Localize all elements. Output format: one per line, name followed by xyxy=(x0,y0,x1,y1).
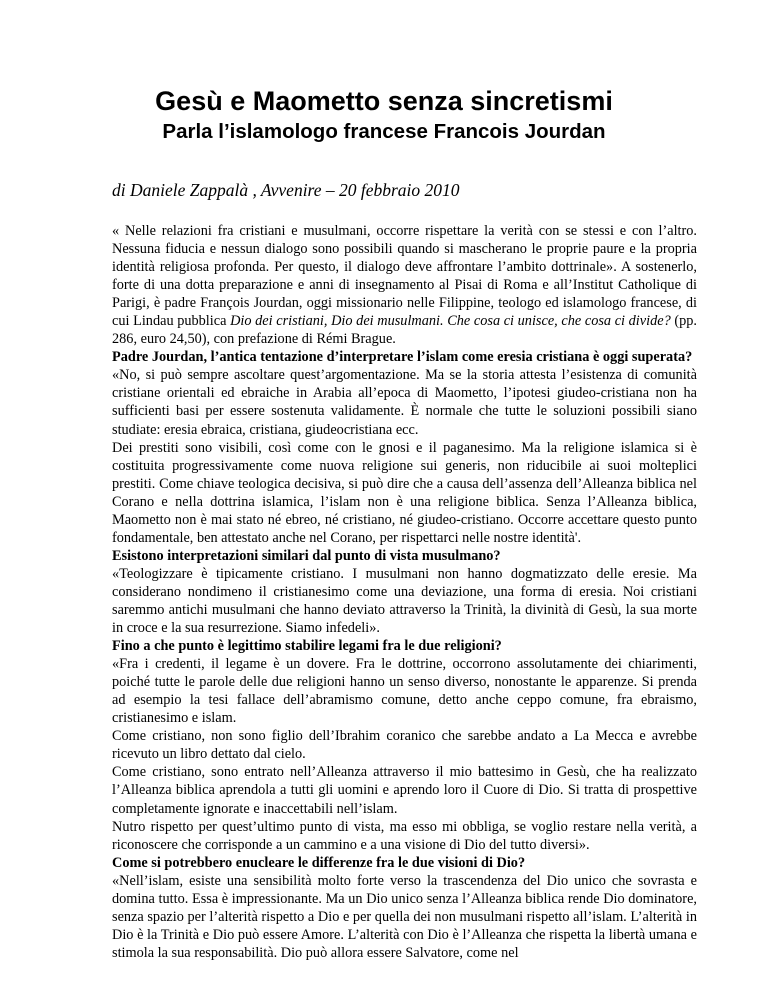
article-body xyxy=(112,222,697,962)
article-title: Gesù e Maometto senza sincretismi xyxy=(155,86,613,116)
interview-answer: «Nell’islam, esiste una sensibilità molto forte verso la trascendenza del Dio unico che sovrasta e domina tutto. Essa è impressionante. Ma un Dio unico senza l’Alleanza biblica rende Dio dominatore, senza spazio per l’alterità rispetto a Dio e per quella dei non musulmani rispetto all’islam. L’alterità in Dio è la Trinità e Dio può essere Amore. L’alterità con Dio è l’Alleanza che rispetta la libertà umana e stimola la sua responsabilità. Dio può allora essere Salvatore, come nel xyxy=(112,872,697,961)
intro-text: « Nelle relazioni fra cristiani e musulmani, occorre rispettare la verità con se stessi e con l’altro. Nessuna fiducia e nessun dialogo sono possibili quando si mascherano le proprie paure e la propria identità religiosa profonda. Per questo, il dialogo deve affrontare l’ambito dottrinale». A sostenerlo, forte di una dotta preparazione e anni di insegnamento al Pisai di Roma e all’Institut Catholique di Parigi, è padre François Jourdan, oggi missionario nelle Filippine, teologo ed islamologo francese, di cui Lindau pubblica xyxy=(112,223,697,330)
interview-question: Fino a che punto è legittimo stabilire legami fra le due religioni? xyxy=(112,638,502,655)
interview-answer: «No, si può sempre ascoltare quest’argomentazione. Ma se la storia attesta l’esistenza di comunità cristiane orientali ed ebraiche in Arabia all’epoca di Maometto, l’ipotesi giudeo-cristiana non ha sufficienti basi per essere sostenuta validamente. È normale che tutte le soluzioni possibili siano studiate: eresia ebraica, cristiana, giudeocristiana ecc. xyxy=(112,367,697,438)
interview-answer: Dei prestiti sono visibili, così come con le gnosi e il paganesimo. Ma la religione islamica si è costituita progressivamente come nuova religione sui generis, non riducibile ai suoi molteplici prestiti. Come chiave teologica decisiva, si può dire che a causa dell’assenza dell’Alleanza biblica nel Corano e nella dottrina islamica, l’islam non è una religione biblica. Senza l’Alleanza biblica, Maometto non è mai stato né ebreo, né cristiano, né giudeo-cristiano. Occorre accettare questo punto fondamentale, ben attestato anche nel Corano, per rispettarci nelle nostre identità'. xyxy=(112,439,697,546)
book-title: Dio dei cristiani, Dio dei musulmani. Che cosa ci unisce, che cosa ci divide? xyxy=(230,313,671,330)
interview-question: Padre Jourdan, l’antica tentazione d’interpretare l’islam come eresia cristiana è oggi superata? xyxy=(112,349,693,366)
intro-paragraph xyxy=(112,222,697,348)
interview-answer: Nutro rispetto per quest’ultimo punto di vista, ma esso mi obbliga, se voglio restare nella verità, a riconoscere che corrisponde a un cammino e a una visione di Dio del tutto diversi». xyxy=(112,818,697,853)
interview-answer: Come cristiano, non sono figlio dell’Ibrahim coranico che sarebbe andato a La Mecca e avrebbe ricevuto un libro dettato dal cielo. xyxy=(112,728,697,763)
interview-question: Esistono interpretazioni similari dal punto di vista musulmano? xyxy=(112,547,501,564)
interview-question: Come si potrebbero enucleare le differenze fra le due visioni di Dio? xyxy=(112,854,526,871)
interview-answer: Come cristiano, sono entrato nell’Alleanza attraverso il mio battesimo in Gesù, che ha realizzato l’Alleanza biblica aprendola a tutti gli uomini e aprendo loro il Cuore di Dio. Si tratta di prospettive completamente ignorate e inaccettabili nell’islam. xyxy=(112,764,697,817)
article-subtitle: Parla l’islamologo francese Francois Jourdan xyxy=(162,120,606,143)
interview-answer: «Teologizzare è tipicamente cristiano. I musulmani non hanno dogmatizzato delle eresie. Ma considerano nondimeno il cristianesimo come una deviazione, una forma di eresia. Noi cristiani saremmo antichi musulmani che hanno deviato attraverso la Trinità, la divinità di Gesù, la sua morte in croce e la sua resurrezione. Siamo infedeli». xyxy=(112,565,697,637)
interview-answer: «Fra i credenti, il legame è un dovere. Fra le dottrine, occorrono assolutamente dei chiarimenti, poiché tutte le parole delle due religioni hanno un senso diverso, nonostante le apparenze. Si prenda ad esempio la tesi fallace dell’abramismo comune, detto anche ceppo comune, fra ebraismo, cristianesimo e islam. xyxy=(112,656,697,727)
byline: di Daniele Zappalà , Avvenire – 20 febbraio 2010 xyxy=(112,180,460,200)
intro-text-after: (pp. 286, euro 24,50), con prefazione di Rémi Brague. xyxy=(112,313,697,348)
